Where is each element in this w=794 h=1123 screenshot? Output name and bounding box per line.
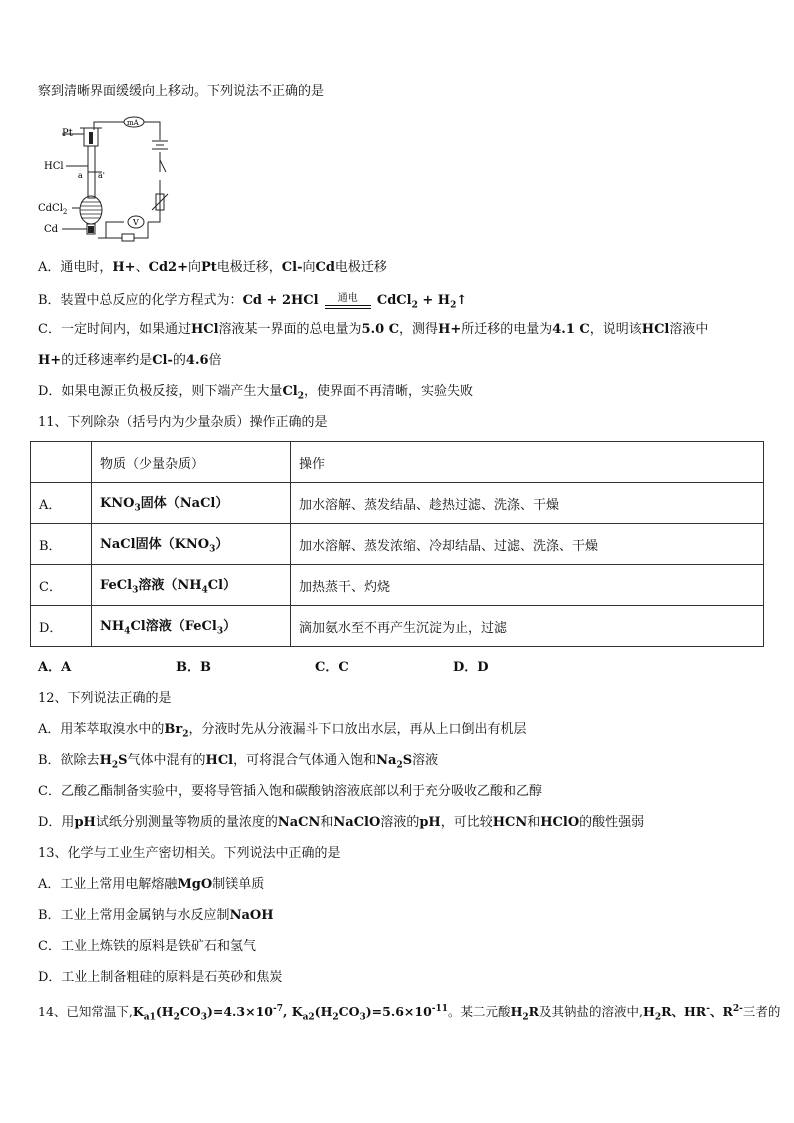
row-operation: 加水溶解、蒸发结晶、趁热过滤、洗涤、干燥 [291,483,764,524]
row-operation: 加水溶解、蒸发浓缩、冷却结晶、过滤、洗涤、干燥 [291,524,764,565]
table-row [31,565,764,606]
q12-option-c: C．乙酸乙酯制备实验中，要将导管插入饱和碳酸钠溶液底部以利于充分吸收乙酸和乙醇 [38,784,542,799]
q13-stem: 13、化学与工业生产密切相关。下列说法中正确的是 [38,846,341,861]
q11-stem: 11、下列除杂（括号内为少量杂质）操作正确的是 [38,415,328,430]
row-substance: $KNO_3$固体（NaCl） [92,483,291,524]
q10-option-c-line2: H+的迁移速率约是Cl-的4.6倍 [38,353,222,368]
q11-option-c: C．C [315,660,349,675]
row-substance: FeCl$_3$溶液$(NH_4Cl)$ [92,565,291,606]
q13-option-d: D．工业上制备粗硅的原料是石英砂和焦炭 [38,970,283,985]
q12-stem: 12、下列说法正确的是 [38,691,172,706]
q10-option-d: D．如果电源正负极反接，则下端产生大量$Cl_2$，使界面不再清晰，实验失败 [38,384,474,402]
table-row [31,524,764,565]
q13-option-b: B．工业上常用金属钠与水反应制NaOH [38,908,274,923]
row-label: D． [31,606,92,647]
q11-table [30,441,764,647]
q13-option-a: A．工业上常用电解熔融MgO制镁单质 [38,877,265,892]
label-pt: Pt [62,128,73,139]
intro-line: 察到清晰界面缓缓向上移动。下列说法不正确的是 [38,84,325,99]
row-operation: 滴加氨水至不再产生沉淀为止，过滤 [291,606,764,647]
q11-option-d: D．D [453,660,489,675]
q11-option-b: B．B [176,660,211,675]
label-a: a [78,171,83,180]
table-row [31,606,764,647]
label-hcl: HCl [44,161,64,172]
table-header-cell: 物质（少量杂质） [92,442,291,483]
q12-option-b: B．欲除去$H_2S$气体中混有的HCl，可将混合气体通入饱和$Na_2S$溶液 [38,753,439,771]
table-header-row [31,442,764,483]
ammeter-label: mA [127,119,139,127]
q10-option-b: B．装置中总反应的化学方程式为：Cd + 2HCl 通电 CdCl$_2$ + $H_2↑$ [38,290,467,315]
q10-option-c-line1: C．一定时间内，如果通过HCl溶液某一界面的总电量为5.0 C，测得H+所迁移的电量为4.1 C，说明该HCl溶液中 [38,322,709,337]
q10-option-a: A．通电时，H+、Cd2+向Pt电极迁移，Cl-向Cd电极迁移 [38,260,387,275]
table-header-cell: 操作 [291,442,764,483]
row-label: C． [31,565,92,606]
table-header-cell [31,442,92,483]
q14-stem: 14、已知常温下$,K_{a1}(H_2CO_3)=4.3\times 10^{-7}$, $K_{a2}(H_2CO_3)=5.6\times 10^{-11}$。某二元酸$H_2R$及其钠盐的溶液中$,H_2R$、HR-、$R^{2-}$三者的 [38,1004,781,1023]
q12-option-a: A．用苯萃取溴水中的$Br_2$，分液时先从分液漏斗下口放出水层，再从上口倒出有机层 [38,722,527,740]
table-row [31,483,764,524]
q11-option-a: A．A [38,660,72,675]
electrolysis-apparatus-figure [36,112,176,247]
row-operation: 加热蒸干、灼烧 [291,565,764,606]
row-label: A． [31,483,92,524]
q13-option-c: C．工业上炼铁的原料是铁矿石和氢气 [38,939,256,954]
row-label: B． [31,524,92,565]
row-substance: NaCl固体$(KNO_3)$ [92,524,291,565]
label-cd: Cd [44,224,59,235]
electrolysis-arrow: 通电 [323,290,373,308]
voltmeter-label: V [133,218,139,227]
q12-option-d: D．用pH试纸分别测量等物质的量浓度的NaCN和NaClO溶液的pH，可比较HCN和HClO的酸性强弱 [38,815,645,830]
q11-options [38,659,489,677]
label-cdcl2: CdCl$_2$ [38,203,68,216]
row-substance: $NH_4Cl$溶液（FeCl$_3$） [92,606,291,647]
label-a-prime: a' [98,171,105,180]
